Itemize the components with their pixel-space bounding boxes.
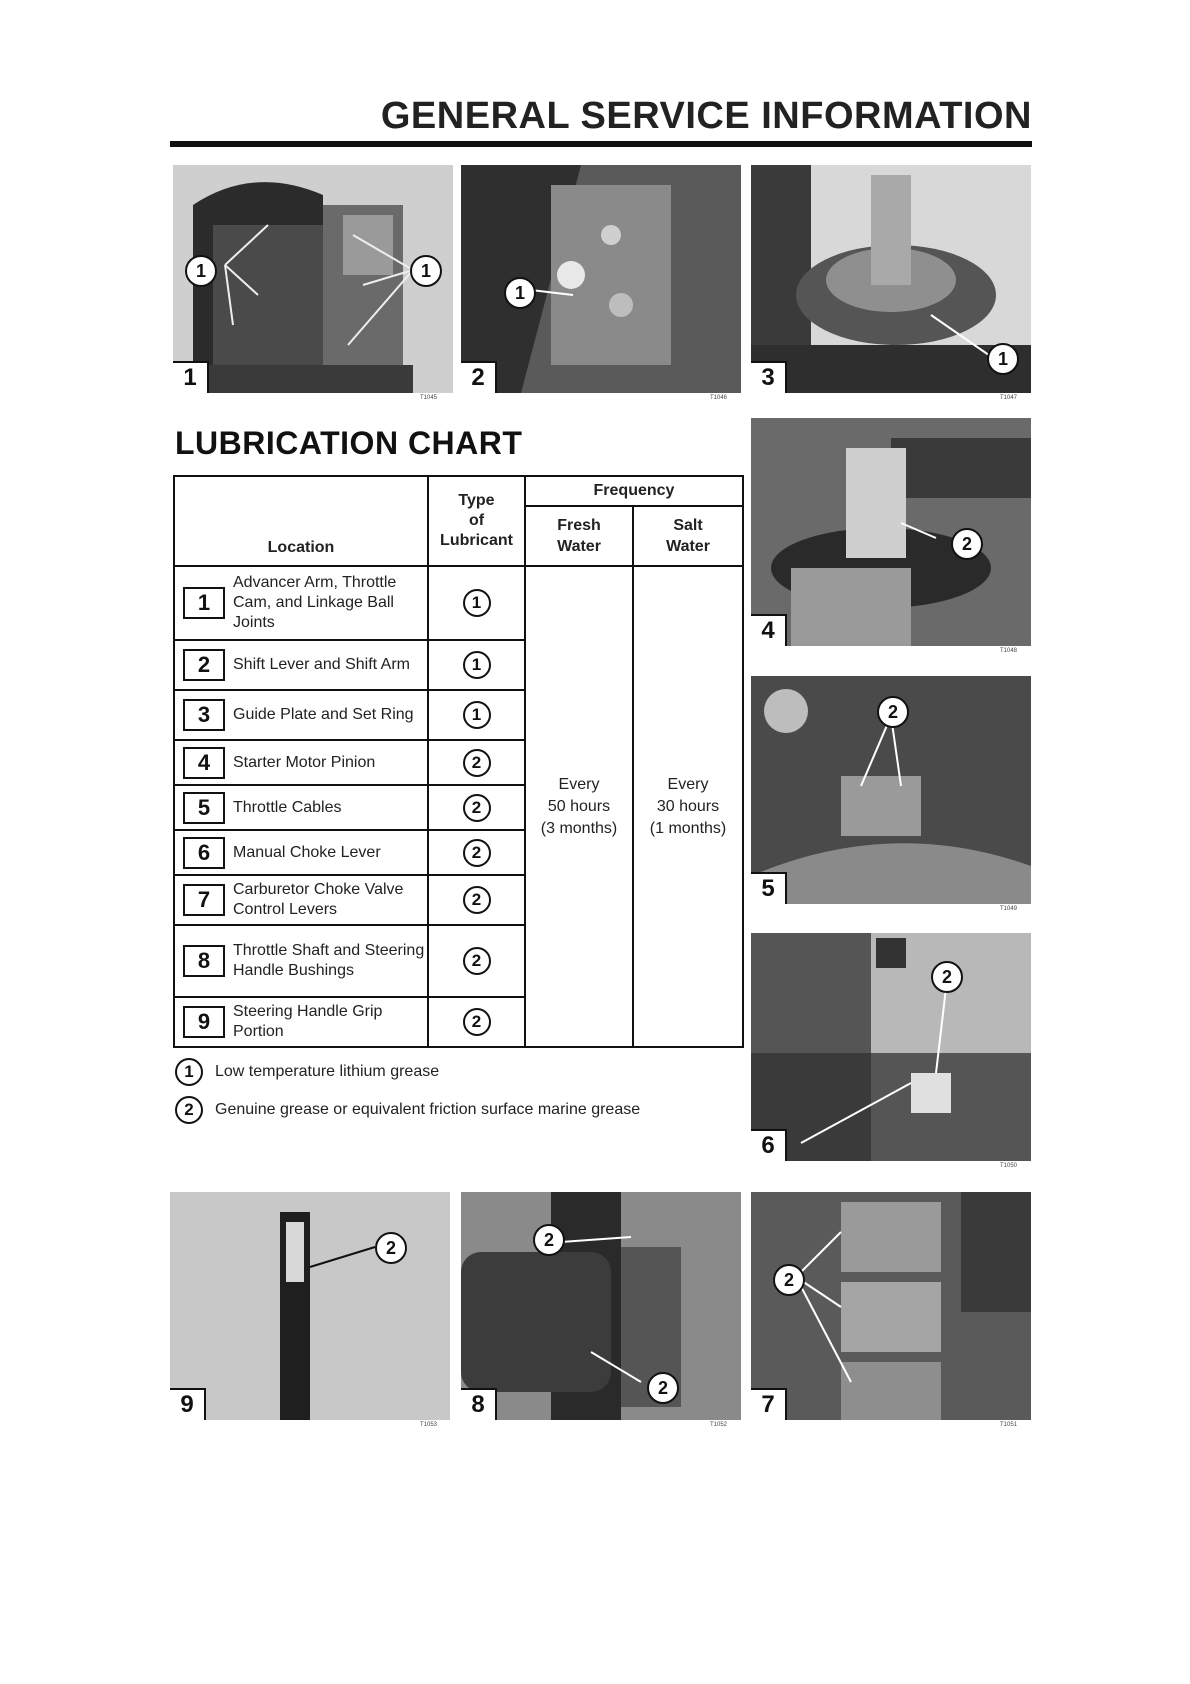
photo-number: 2 [461,361,497,393]
header-type-line: Lubricant [440,532,513,549]
legend-item [175,1096,640,1124]
lubrication-table [173,475,744,1048]
header-location-label: Location [267,539,335,556]
legend-symbol: 2 [175,1096,203,1124]
lubricant-symbol: 2 [463,749,491,777]
location-text: Steering Handle Grip Portion [233,1003,383,1040]
fresh-freq-line: (3 months) [540,819,618,837]
legend-text: Low temperature lithium grease [215,1063,440,1080]
callout-marker: 1 [504,277,536,309]
photo-code: T1053 [420,1422,438,1428]
header-salt-water [633,506,743,566]
photo-code: T1049 [1000,906,1018,912]
location-text: Starter Motor Pinion [233,753,376,771]
legend-item [175,1058,439,1086]
photo-code: T1050 [1000,1163,1018,1169]
location-number: 5 [183,792,225,824]
photo-9 [170,1192,450,1420]
photo-code: T1051 [1000,1422,1018,1428]
photo-code: T1048 [1000,648,1018,654]
photo-2 [461,165,741,393]
header-lubricant-type [428,476,525,566]
lubricant-symbol: 2 [463,839,491,867]
photo-1 [173,165,453,393]
photo-code: T1047 [1000,395,1018,401]
location-text: Throttle Shaft and Steering Handle Bushings [233,942,425,979]
callout-marker: 2 [931,961,963,993]
photo-code: T1045 [420,395,438,401]
photo-code: T1052 [710,1422,728,1428]
location-number: 1 [183,587,225,619]
photo-number: 9 [170,1388,206,1420]
location-number: 9 [183,1006,225,1038]
header-rule [170,141,1032,147]
header-location [174,476,428,566]
header-frequency [525,476,743,506]
location-text: Shift Lever and Shift Arm [233,656,410,673]
photo-number: 7 [751,1388,787,1420]
photo-number: 5 [751,872,787,904]
photo-number: 3 [751,361,787,393]
location-number: 4 [183,747,225,779]
table-row [174,566,743,640]
lubricant-symbol: 1 [463,651,491,679]
callout-marker: 2 [647,1372,679,1404]
photo-6 [751,933,1031,1161]
callout-marker: 2 [951,528,983,560]
lubricant-symbol: 2 [463,947,491,975]
lubricant-symbol: 1 [463,589,491,617]
salt-water-frequency [633,566,743,1047]
photo-4 [751,418,1031,646]
lubricant-symbol: 2 [463,1008,491,1036]
legend-text: Genuine grease or equivalent friction surface marine grease [215,1101,641,1118]
lubricant-symbol: 2 [463,794,491,822]
callout-marker: 2 [375,1232,407,1264]
page-header [170,95,1032,143]
salt-freq-line: Every [667,775,709,793]
location-number: 8 [183,945,225,977]
header-salt-line: Water [666,538,710,555]
callout-marker: 1 [410,255,442,287]
location-text: Carburetor Choke Valve Control Levers [233,881,404,918]
location-number: 6 [183,837,225,869]
photo-5 [751,676,1031,904]
callout-marker: 2 [533,1224,565,1256]
fresh-freq-line: 50 hours [547,797,611,815]
salt-freq-line: 30 hours [656,797,720,815]
callout-marker: 2 [773,1264,805,1296]
photo-8 [461,1192,741,1420]
callout-marker: 1 [185,255,217,287]
salt-freq-line: (1 months) [649,819,727,837]
photo-code: T1046 [710,395,728,401]
fresh-water-frequency [525,566,633,1047]
page-title: GENERAL SERVICE INFORMATION [380,95,1032,137]
fresh-freq-line: Every [558,775,600,793]
photo-number: 6 [751,1129,787,1161]
location-number: 3 [183,699,225,731]
legend-symbol: 1 [175,1058,203,1086]
lubrication-chart-title: LUBRICATION CHART [175,425,523,461]
location-text: Advancer Arm, Throttle Cam, and Linkage Ball Joints [233,574,397,631]
photo-3 [751,165,1031,393]
header-frequency-label: Frequency [593,482,675,499]
lubricant-symbol: 2 [463,886,491,914]
lubricant-symbol: 1 [463,701,491,729]
header-type-line: of [468,512,485,529]
header-fresh-line: Water [557,538,601,555]
callout-marker: 2 [877,696,909,728]
photo-number: 1 [173,361,209,393]
location-text: Throttle Cables [233,798,342,816]
location-text: Manual Choke Lever [233,843,381,861]
photo-number: 4 [751,614,787,646]
callout-marker: 1 [987,343,1019,375]
photo-number: 8 [461,1388,497,1420]
header-fresh-line: Fresh [557,517,601,534]
header-type-line: Type [458,492,495,509]
location-number: 7 [183,884,225,916]
header-salt-line: Salt [673,517,703,534]
location-number: 2 [183,649,225,681]
header-fresh-water [525,506,633,566]
location-text: Guide Plate and Set Ring [233,706,414,723]
photo-7 [751,1192,1031,1420]
